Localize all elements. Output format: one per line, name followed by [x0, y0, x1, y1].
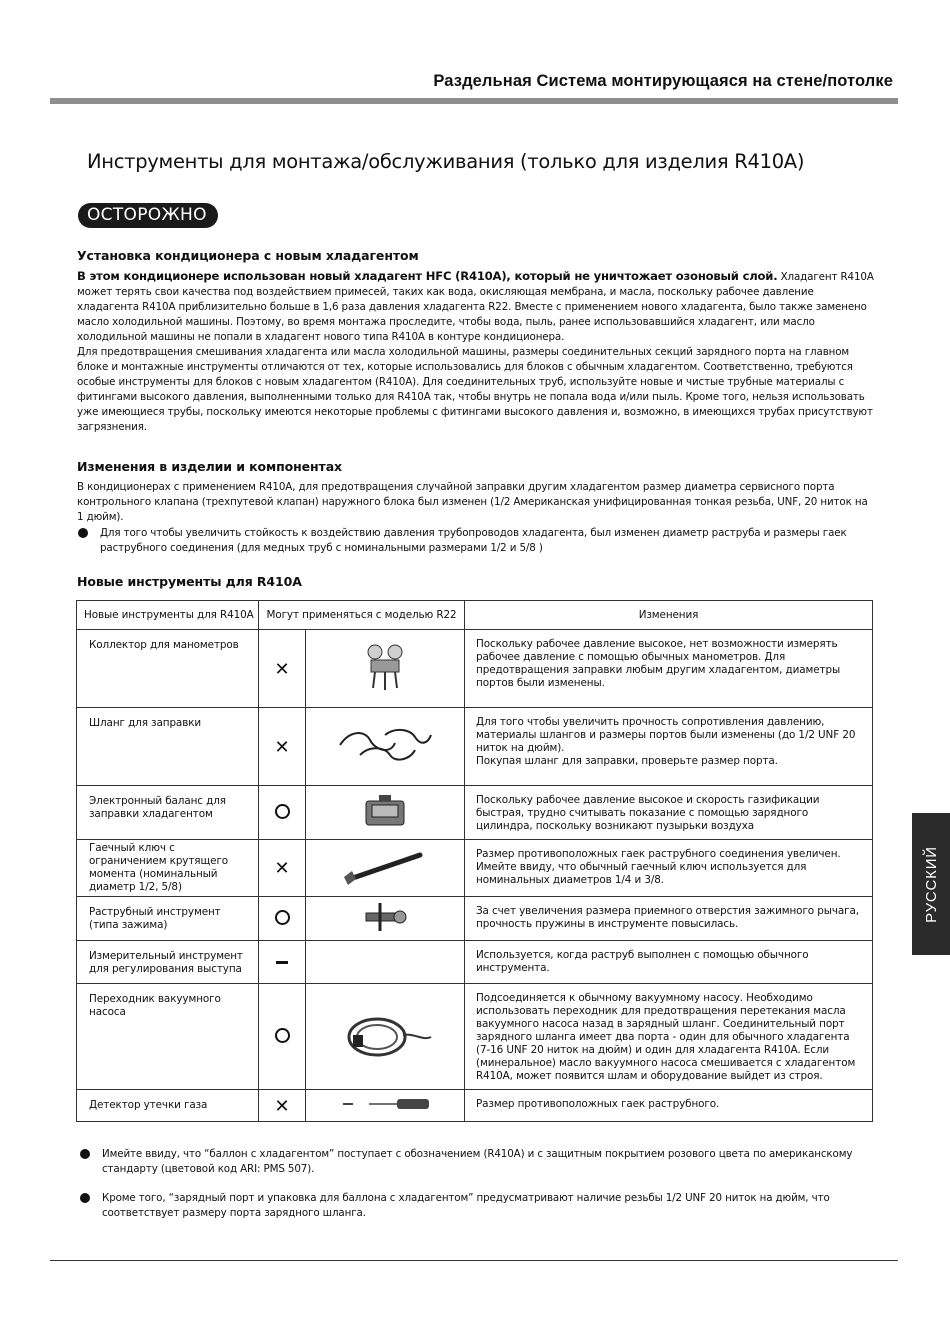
- compat-mark: [259, 941, 306, 984]
- cross-icon: ✕: [274, 658, 290, 680]
- change-description: Поскольку рабочее давление высокое, нет возможности измерять рабочее давление с помощью обычных манометров. Для предотвращения заправки любым другим хладагентом, диаметры портов были изменены.: [465, 630, 873, 708]
- change-description: За счет увеличения размера приемного отверстия зажимного рычага, прочность пружины в инструменте повысилась.: [465, 897, 873, 941]
- table-header-row: [77, 601, 873, 630]
- tool-image: [306, 897, 465, 941]
- circle-icon: [275, 804, 290, 819]
- bullet-text: Имейте ввиду, что “баллон с хладагентом” поступает с обозначением (R410A) и с защитным покрытием розового цвета по американскому стандарту (цветовой код ARI: PMS 507).: [102, 1148, 853, 1175]
- change-description: Для того чтобы увеличить прочность сопротивления давлению, материалы шлангов и размеры портов были изменены (до 1/2 UNF 20 ниток на дюйм). Покупая шланг для заправки, проверьте размер порта.: [465, 708, 873, 786]
- section-new-refrigerant: [77, 248, 877, 435]
- table-row: [77, 897, 873, 941]
- tool-name: Переходник вакуумного насоса: [77, 984, 259, 1090]
- tool-name: Детектор утечки газа: [77, 1090, 259, 1122]
- tool-image: [306, 786, 465, 840]
- table-row: [77, 786, 873, 840]
- tool-image: [306, 840, 465, 897]
- compat-mark: [259, 1090, 306, 1122]
- column-header: Изменения: [465, 601, 873, 630]
- section-paragraph: Для предотвращения смешивания хладагента или масла холодильной машины, размеры соединительных секций зарядного порта на главном блоке и монтажные инструменты отличаются от тех, которые использовались для блоков с обычным хладагентом. Соответственно, требуются особые инструменты для блоков с новым хладагентом (R410A). Для соединительных труб, используйте новые и чистые трубные материалы с фитингами высокого давления, выполненными только для R410A так, чтобы внутрь не попала вода и/или пыль. Кроме того, нельзя использовать уже имеющиеся трубы, поскольку имеются некоторые проблемы с фитингами высокого давления и, возможно, в имеющихся трубах присутствуют загрязнения.: [77, 346, 873, 433]
- section-heading: Изменения в изделии и компонентах: [77, 459, 343, 474]
- compat-mark: [259, 897, 306, 941]
- section-heading: Установка кондиционера с новым хладагентом: [77, 248, 419, 263]
- section-heading: Новые инструменты для R410A: [77, 574, 302, 589]
- footnotes: [79, 1146, 869, 1235]
- table-row: [77, 840, 873, 897]
- compat-mark: [259, 984, 306, 1090]
- lead-bold-text: В этом кондиционере использован новый хладагент HFC (R410A), который не уничтожает озоновый слой.: [77, 269, 778, 283]
- bullet-text: Для того чтобы увеличить стойкость к воздействию давления трубопроводов хладагента, был изменен диаметр раструба и размеры гаек раструбного соединения (для медных труб с номинальными размерами 1/2 и 5/8 ): [100, 527, 847, 554]
- compat-mark: [259, 786, 306, 840]
- tool-image: [306, 941, 465, 984]
- change-description: Размер противоположных гаек раструбного соединения увеличен. Имейте ввиду, что обычный гаечный ключ используется для номинальных диаметров 1/4 и 3/8.: [465, 840, 873, 897]
- column-header: Новые инструменты для R410A: [77, 601, 259, 630]
- section-changes: [77, 459, 877, 556]
- tool-name: Шланг для заправки: [77, 708, 259, 786]
- bullet-icon: [80, 1193, 90, 1203]
- compat-mark: [259, 630, 306, 708]
- warning-badge: ОСТОРОЖНО: [78, 203, 218, 228]
- dash-icon: [276, 961, 288, 964]
- table-row: [77, 708, 873, 786]
- table-row: [77, 941, 873, 984]
- tool-image: [306, 630, 465, 708]
- table-row: [77, 630, 873, 708]
- section-paragraph: В кондиционерах с применением R410A, для предотвращения случайной заправки другим хладагентом размер диаметра сервисного порта контрольного клапана (трехпутевой клапан) наружного блока был изменен (1/2 Американская унифицированная тонкая резьба, UNF, 20 ниток на 1 дюйм).: [77, 481, 868, 523]
- cross-icon: ✕: [274, 736, 290, 758]
- change-description: Используется, когда раструб выполнен с помощью обычного инструмента.: [465, 941, 873, 984]
- tool-image: [306, 1090, 465, 1122]
- circle-icon: [275, 1028, 290, 1043]
- change-description: Поскольку рабочее давление высокое и скорость газификации быстрая, трудно считывать показание с помощью зарядного цилиндра, поскольку возникают пузырьки воздуха: [465, 786, 873, 840]
- column-header: Могут применяться с моделью R22: [259, 601, 465, 630]
- language-tab: [912, 813, 950, 955]
- circle-icon: [275, 910, 290, 925]
- change-description: Размер противоположных гаек раструбного.: [465, 1090, 873, 1122]
- compat-mark: [259, 708, 306, 786]
- bullet-item: [79, 1191, 869, 1221]
- table-row: [77, 984, 873, 1090]
- electronic-scale-icon: [363, 793, 407, 829]
- flare-tool-icon: [360, 899, 410, 935]
- tool-name: Коллектор для манометров: [77, 630, 259, 708]
- header-rule: [50, 98, 898, 104]
- bullet-text: Кроме того, “зарядный порт и упаковка для баллона с хладагентом” предусматривают наличие резьбы 1/2 UNF 20 ниток на дюйм, что соответствует размеру порта зарядного шланга.: [102, 1192, 830, 1219]
- tool-name: Измерительный инструмент для регулирования выступа: [77, 941, 259, 984]
- cross-icon: ✕: [274, 1095, 290, 1117]
- paragraph-text: Хладагент R410A может терять свои качества под воздействием примесей, таких как вода, окисляющая мембрана, и масла, поскольку рабочее давление хладагента R410A приблизительно больше в 1,6 раза давления хладагента R22. Вместе с применением нового хладагента, было также заменено масло холодильной машины. Поэтому, во время монтажа проследите, чтобы вода, пыль, ранее использовавшийся хладагент, или масло холодильной машины не попали в хладагент нового типа R410A в контуре кондиционера.: [77, 271, 874, 343]
- bullet-item: [79, 1147, 869, 1177]
- header-title: Раздельная Система монтирующаяся на стене/потолке: [433, 72, 893, 90]
- tools-table: [76, 600, 873, 1122]
- bullet-icon: [80, 1149, 90, 1159]
- torque-wrench-icon: [340, 847, 430, 887]
- gas-leak-detector-icon: [335, 1097, 435, 1111]
- table-row: [77, 1090, 873, 1122]
- footer-rule: [50, 1260, 898, 1261]
- bullet-icon: [78, 528, 88, 538]
- page-title: Инструменты для монтажа/обслуживания (только для изделия R410A): [87, 150, 805, 173]
- section-new-tools: [77, 574, 877, 595]
- charge-hose-icon: [335, 725, 435, 765]
- vacuum-pump-adapter-icon: [335, 1005, 435, 1065]
- section-paragraph: [77, 269, 877, 345]
- bullet-item: [77, 526, 877, 556]
- change-description: Подсоединяется к обычному вакуумному насосу. Необходимо использовать переходник для предотвращения перетекания масла вакуумного насоса назад в зарядный шланг. Соединительный порт зарядного шланга имеет два порта - один для обычного хладагента (7-16 UNF 20 ниток на дюйм) и один для хладагента R410A. Если (минеральное) масло вакуумного насоса смешивается с хладагентом R410A, может появится шлам и оборудование выйдет из строя.: [465, 984, 873, 1090]
- language-label: РУССКИЙ: [922, 845, 940, 923]
- tool-name: Электронный баланс для заправки хладагентом: [77, 786, 259, 840]
- tool-name: Гаечный ключ с ограничением крутящего момента (номинальный диаметр 1/2, 5/8): [77, 840, 259, 897]
- manifold-gauge-icon: [365, 642, 405, 692]
- compat-mark: [259, 840, 306, 897]
- tool-name: Раструбный инструмент (типа зажима): [77, 897, 259, 941]
- cross-icon: ✕: [274, 858, 290, 879]
- tool-image: [306, 984, 465, 1090]
- tool-image: [306, 708, 465, 786]
